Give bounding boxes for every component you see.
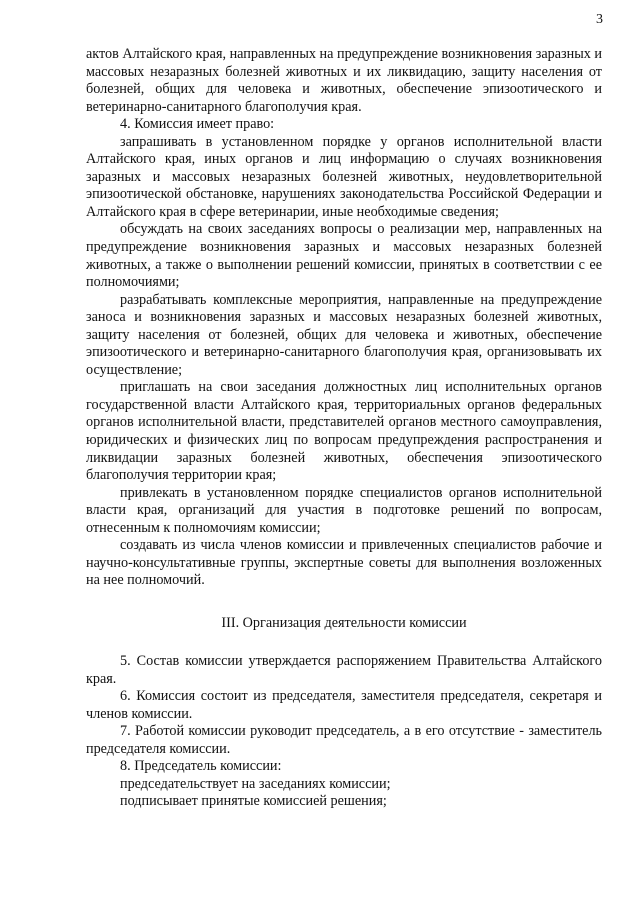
paragraph: 6. Комиссия состоит из председателя, заместителя председателя, секретаря и членов комиссии. <box>86 688 602 722</box>
paragraph: 8. Председатель комиссии: <box>120 758 282 775</box>
paragraph: 4. Комиссия имеет право: <box>120 116 275 133</box>
paragraph: приглашать на свои заседания должностных лиц исполнительных органов государственной власти Алтайского края, территориальных органов федеральных органов исполнительной власти, представителей органов местного самоуправления, юридических и физических лиц по вопросам предупреждения распространения и ликвидации заразных болезней животных, обеспечения эпизоотического благополучия территории края; <box>86 379 602 484</box>
paragraph: запрашивать в установленном порядке у органов исполнительной власти Алтайского края, иных органов и лиц информацию о случаях возникновения заразных и массовых незаразных болезней животных, неудовлетворительной эпизоотической обстановке, нарушениях законодательства Российской Федерации и Алтайского края в сфере ветеринарии, иные необходимые сведения; <box>86 133 602 220</box>
paragraph: подписывает принятые комиссией решения; <box>120 793 387 810</box>
paragraph: актов Алтайского края, направленных на предупреждение возникновения заразных и массовых незаразных болезней животных и их ликвидацию, защиту населения от болезней, общих для человека и животных, обеспечение эпизоотического и ветеринарно-санитарного благополучия края. <box>86 46 602 115</box>
paragraph: создавать из числа членов комиссии и привлеченных специалистов рабочие и научно-консультативные группы, экспертные советы для выполнения возложенных на нее полномочий. <box>86 537 602 589</box>
paragraph: разрабатывать комплексные мероприятия, направленные на предупреждение заноса и возникновения заразных и массовых незаразных болезней животных, защиту населения от болезней, общих для человека и животных, обеспечение эпизоотического и ветеринарно-санитарного благополучия края, организовывать их осуществление; <box>86 291 602 378</box>
paragraph: 7. Работой комиссии руководит председатель, а в его отсутствие - заместитель председателя комиссии. <box>86 723 602 757</box>
paragraph: обсуждать на своих заседаниях вопросы о реализации мер, направленных на предупреждение возникновения заразных и массовых незаразных болезней животных, а также о выполнении решений комиссии, принятых в соответствии с ее полномочиями; <box>86 221 602 291</box>
paragraph: председательствует на заседаниях комиссии; <box>120 775 391 792</box>
paragraph: привлекать в установленном порядке специалистов органов исполнительной власти края, организаций для участия в подготовке решений по вопросам, отнесенным к полномочиям комиссии; <box>86 484 602 536</box>
document-body <box>86 46 602 811</box>
page-number: 3 <box>596 12 603 27</box>
paragraph: 5. Состав комиссии утверждается распоряжением Правительства Алтайского края. <box>86 652 602 687</box>
section-heading: III. Организация деятельности комиссии <box>221 614 467 631</box>
